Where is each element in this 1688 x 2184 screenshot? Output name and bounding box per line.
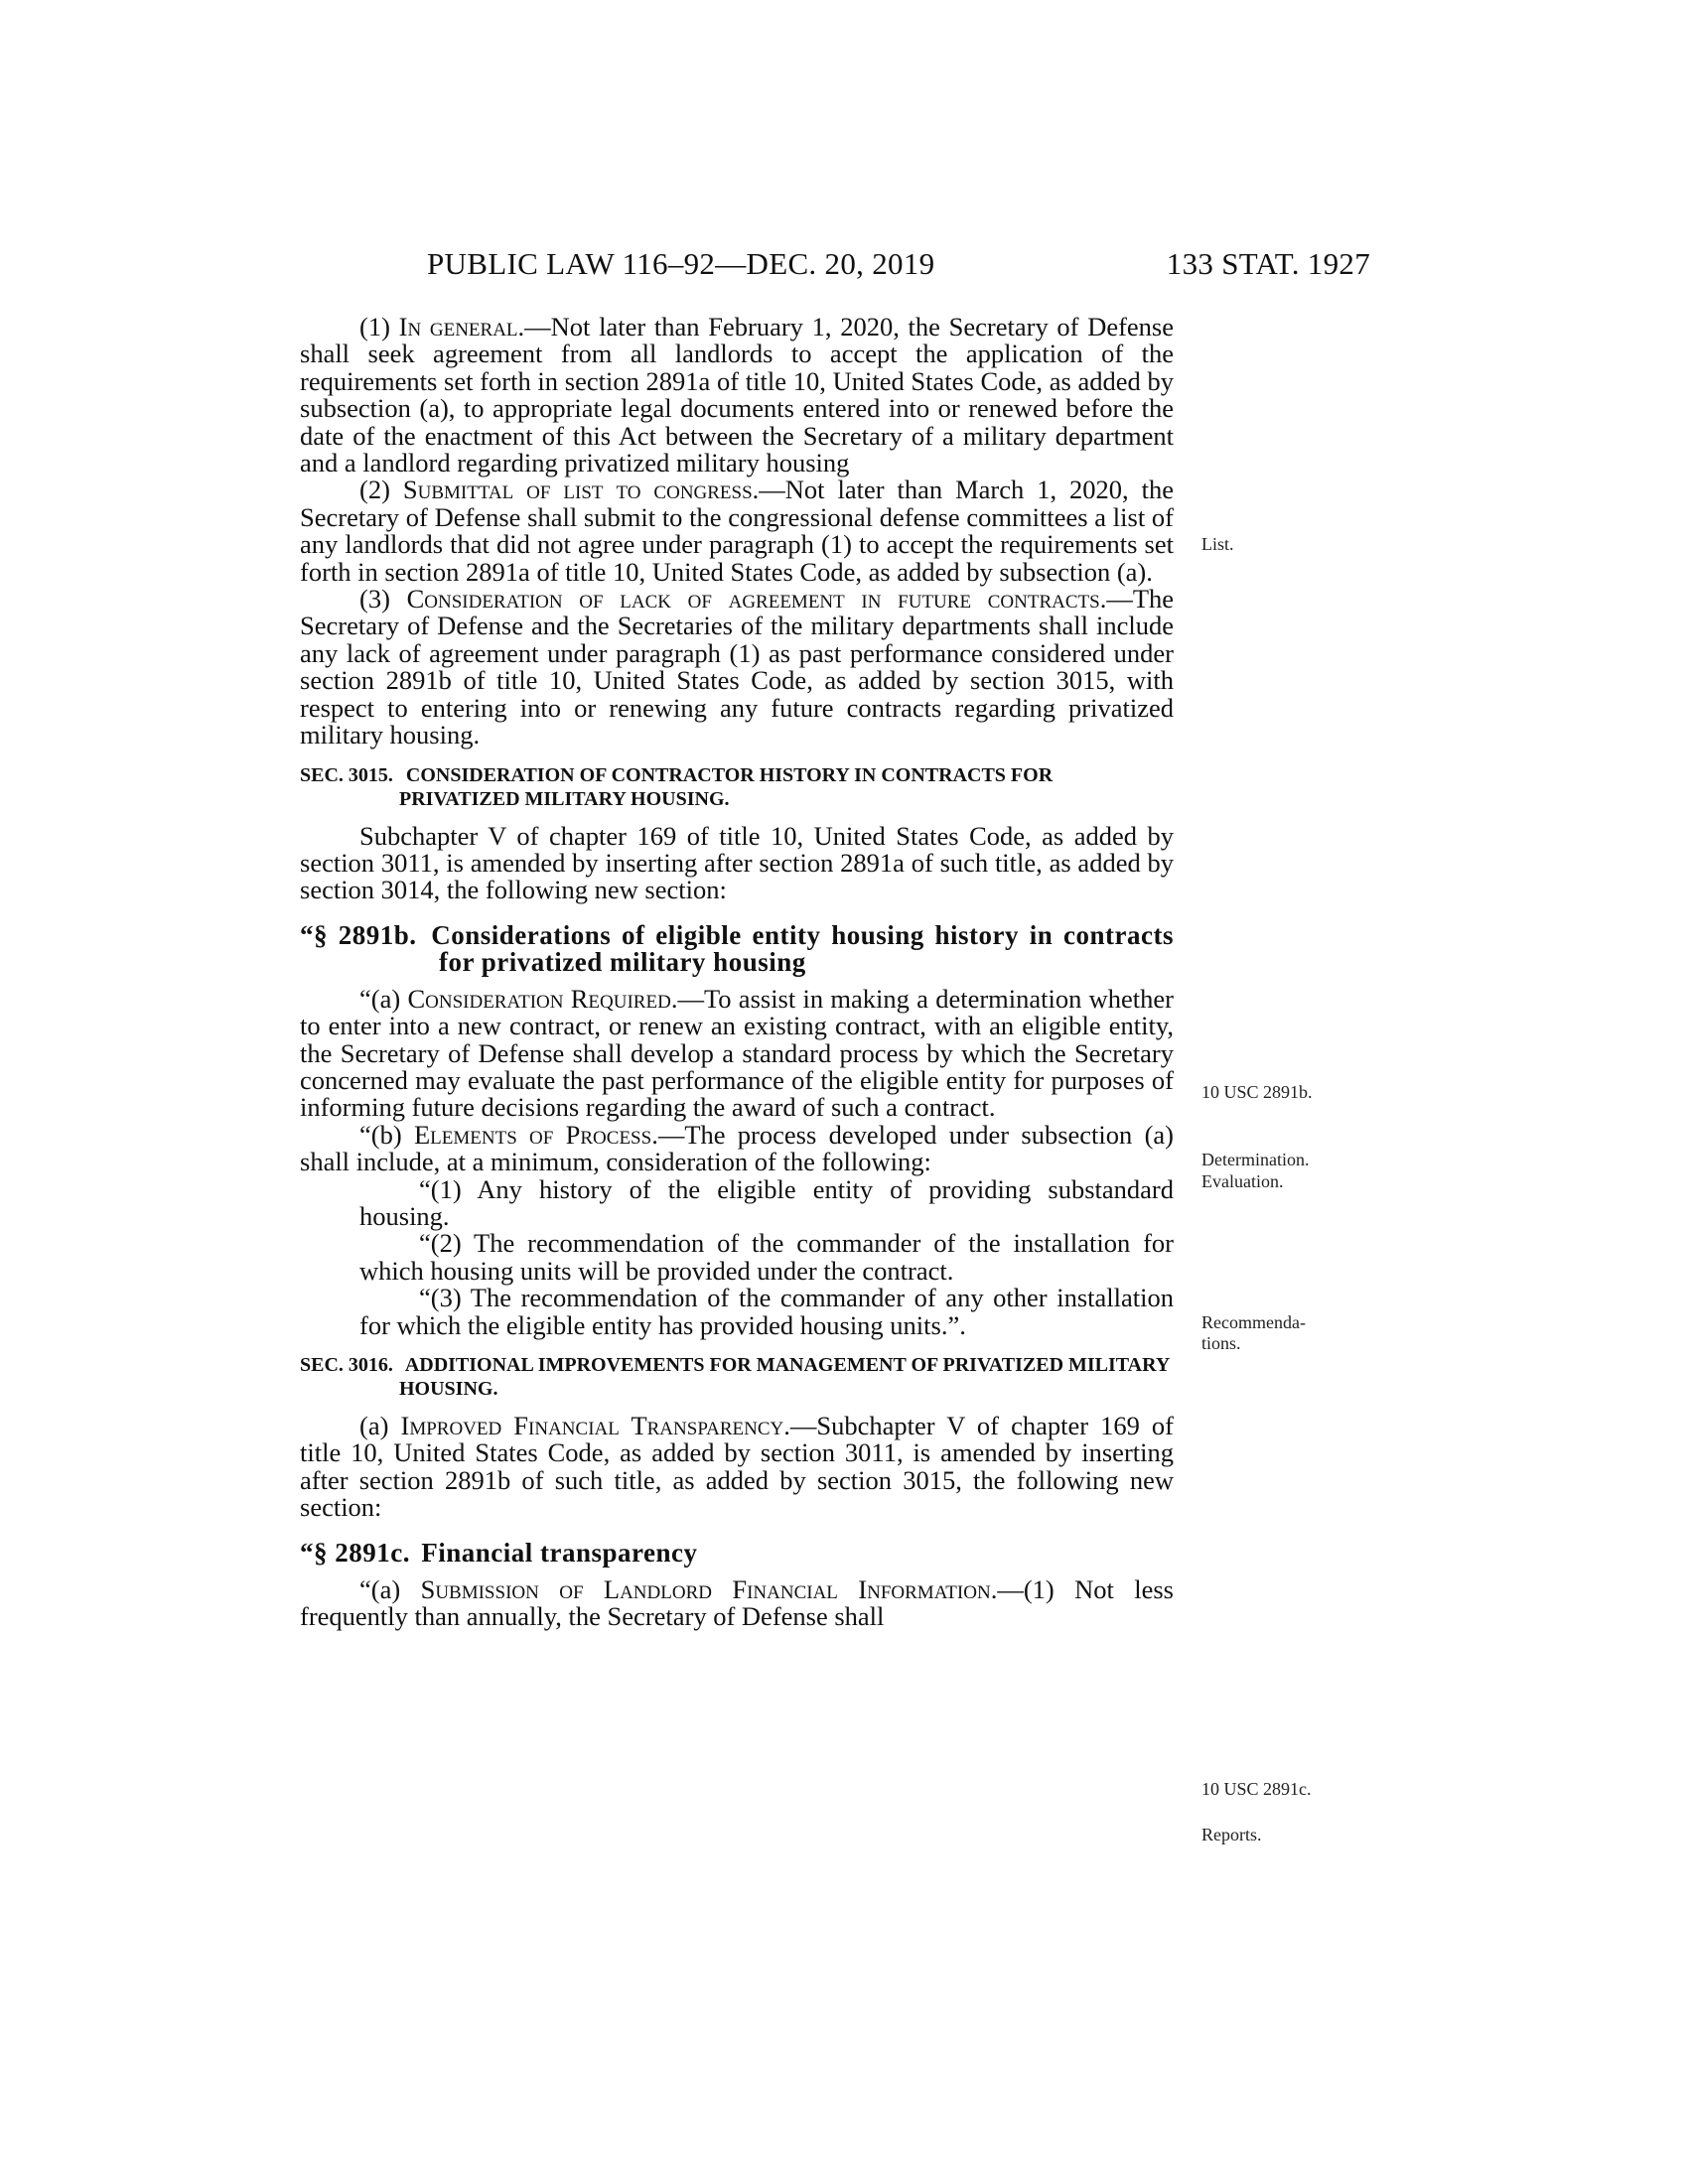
paragraph-2: (2) Submittal of list to congress.—Not later than March 1, 2020, the Secretary of Defense shall submit to the congressional defense committees a list of any landlords that did not agree under paragraph (1) to accept the requirements set forth in section 2891a of title 10, United States Code, as added by subsection (a). [300, 475, 1174, 587]
section-title: Considerations of eligible entity housing history in contracts for privatized military housing [431, 919, 1174, 977]
paragraph-caption: In general [398, 312, 518, 341]
paragraph-number: (1) [359, 312, 390, 341]
paragraph-number: (3) [359, 584, 390, 614]
section-number: SEC. 3016. [300, 1354, 393, 1376]
section-heading-2891c [300, 1537, 1174, 1568]
section-heading-3016 [300, 1353, 1174, 1401]
margin-note-evaluation: Evaluation. [1201, 1171, 1284, 1191]
subsection-number: “(a) [359, 983, 401, 1014]
em-dash: — [759, 475, 785, 505]
subsection-text: The process developed under subsection (a) shall include, at a minimum, consideration of the following: [300, 1119, 1174, 1177]
subsection-number: (a) [359, 1411, 389, 1440]
paragraph-2891b-b3: “(3) The recommendation of the commander of any other installation for which the eligible entity has provided housing units.”. [359, 1283, 1174, 1340]
subsection-caption: Elements of Process [413, 1119, 652, 1150]
paragraph-number: (2) [359, 475, 390, 505]
section-title: ADDITIONAL IMPROVEMENTS FOR MANAGEMENT OF PRIVATIZED MILITARY HOUSING. [399, 1354, 1170, 1400]
subsection-2891b-a: “(a) Consideration Required.—To assist in making a determination whether to enter into a new contract, or renew an existing contract, with an eligible entity, the Secretary of Defense shall develop a standard process by which the Secretary concerned may evaluate the past performance of the eligible entity for purposes of informing future decisions regarding the award of such a contract. [300, 983, 1174, 1123]
em-dash: — [677, 983, 704, 1014]
margin-note-usc-2891c: 10 USC 2891c. [1201, 1779, 1312, 1799]
em-dash: — [1106, 584, 1133, 614]
running-head: PUBLIC LAW 116–92—DEC. 20, 2019 [427, 246, 935, 281]
section-heading-2891b [300, 919, 1174, 977]
em-dash: — [997, 1573, 1024, 1604]
subsection-2891b-b: “(b) Elements of Process.—The process developed under subsection (a) shall include, at a minimum, consideration of the following: [300, 1119, 1174, 1177]
margin-note-determination: Determination. [1201, 1150, 1310, 1169]
margin-note-usc-2891b: 10 USC 2891b. [1201, 1082, 1313, 1102]
subsection-text: (1) Not less frequently than annually, the Secretary of Defense shall [300, 1573, 1174, 1632]
page-header [427, 246, 1370, 286]
subsection-number: “(b) [359, 1119, 402, 1150]
subsection-number: “(a) [359, 1573, 401, 1604]
paragraph-2891b-b1: “(1) Any history of the eligible entity of providing substandard housing. [359, 1173, 1174, 1231]
subsection-2891c-a: “(a) Submission of Landlord Financial Information.—(1) Not less frequently than annually, the Secretary of Defense shall [300, 1573, 1174, 1632]
section-heading-3015 [300, 763, 1174, 811]
paragraph-2891b-b2: “(2) The recommendation of the commander of the installation for which housing units will be provided under the contract. [359, 1228, 1174, 1286]
subsection-3016-a: (a) Improved Financial Transparency.—Subchapter V of chapter 169 of title 10, United States Code, as added by section 3011, is amended by inserting after section 2891b of such title, as added by section 3015, the following new section: [300, 1411, 1175, 1523]
subsection-caption: Consideration Required [407, 983, 671, 1014]
em-dash: — [789, 1411, 817, 1440]
margin-note-recommendations-2: tions. [1201, 1333, 1241, 1353]
subsection-caption: Submission of Landlord Financial Information [420, 1573, 991, 1604]
section-3015-text: Subchapter V of chapter 169 of title 10, United States Code, as added by section 3011, is amended by inserting after section 2891a of such title, as added by section 3014, the following new section: [300, 820, 1174, 905]
statute-citation: 133 STAT. 1927 [1166, 246, 1370, 281]
paragraph-text: Not later than March 1, 2020, the Secretary of Defense shall submit to the congressional defense committees a list of any landlords that did not agree under paragraph (1) to accept the requirements set forth in section 2891a of title 10, United States Code, as added by subsection (a). [300, 475, 1174, 587]
section-symbol: “§ 2891c. [300, 1537, 410, 1568]
paragraph-text: The Secretary of Defense and the Secretaries of the military departments shall include any lack of agreement under paragraph (1) as past performance considered under section 2891b of title 10, United States Code, as added by section 3015, with respect to entering into or renewing any future contracts regarding privatized military housing. [300, 584, 1175, 751]
section-title: Financial transparency [421, 1537, 698, 1568]
subsection-caption: Improved Financial Transparency [400, 1411, 784, 1440]
margin-note-recommendations-1: Recommenda- [1201, 1312, 1306, 1332]
paragraph-1: (1) In general.—Not later than February 1, 2020, the Secretary of Defense shall seek agreement from all landlords to accept the application of the requirements set forth in section 2891a of title 10, United States Code, as added by subsection (a), to appropriate legal documents entered into or renewed before the date of the enactment of this Act between the Secretary of a military department and a landlord regarding privatized military housing [300, 312, 1175, 478]
section-symbol: “§ 2891b. [300, 919, 417, 950]
em-dash: — [524, 312, 551, 341]
em-dash: — [657, 1119, 685, 1150]
section-title: CONSIDERATION OF CONTRACTOR HISTORY IN CONTRACTS FOR PRIVATIZED MILITARY HOUSING. [399, 763, 1054, 810]
section-number: SEC. 3015. [300, 763, 393, 786]
paragraph-caption: Consideration of lack of agreement in future contracts [406, 584, 1100, 614]
subsection-text: To assist in making a determination whether to enter into a new contract, or renew an existing contract, with an eligible entity, the Secretary of Defense shall develop a standard process by which the Secretary concerned may evaluate the past performance of the eligible entity for purposes of informing future decisions regarding the award of such a contract. [300, 983, 1174, 1123]
body-text [300, 314, 1174, 1630]
paragraph-3: (3) Consideration of lack of agreement in future contracts.—The Secretary of Defense and the Secretaries of the military departments shall include any lack of agreement under paragraph (1) as past performance considered under section 2891b of title 10, United States Code, as added by section 3015, with respect to entering into or renewing any future contracts regarding privatized military housing. [300, 584, 1175, 751]
paragraph-text: Not later than February 1, 2020, the Secretary of Defense shall seek agreement from all landlords to accept the application of the requirements set forth in section 2891a of title 10, United States Code, as added by subsection (a), to appropriate legal documents entered into or renewed before the date of the enactment of this Act between the Secretary of a military department and a landlord regarding privatized military housing [300, 312, 1175, 478]
margin-note-reports: Reports. [1201, 1825, 1262, 1844]
margin-note-list: List. [1201, 534, 1234, 554]
paragraph-caption: Submittal of list to congress [402, 475, 753, 505]
subsection-text: Subchapter V of chapter 169 of title 10, United States Code, as added by section 3011, is amended by inserting after section 2891b of such title, as added by section 3015, the following new section: [300, 1411, 1175, 1523]
